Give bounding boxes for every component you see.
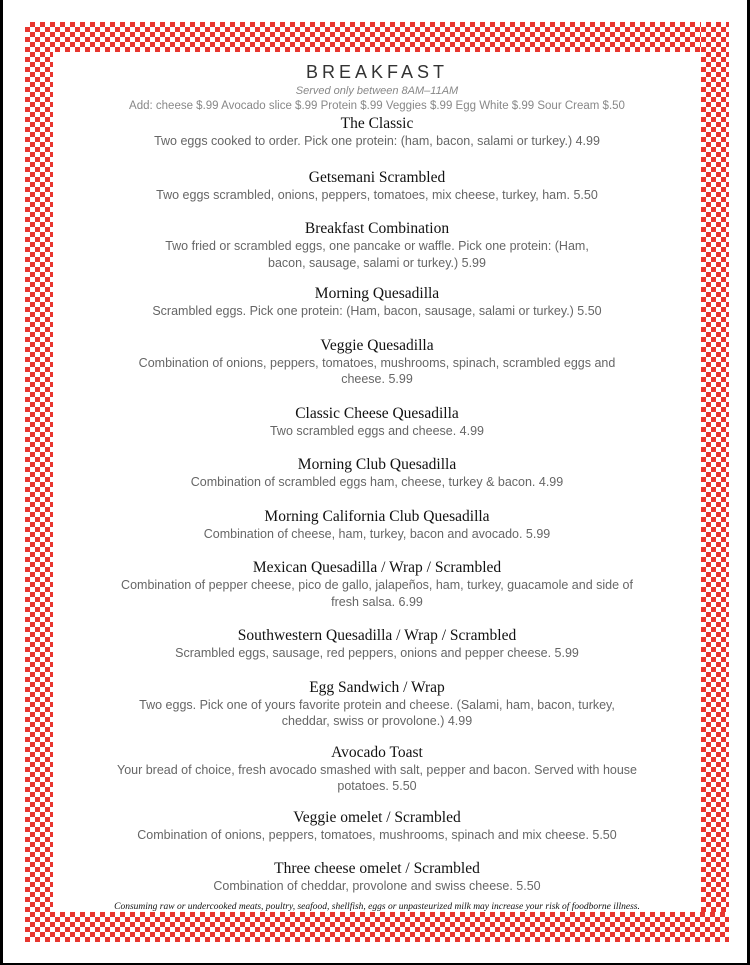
menu-item [55,115,699,150]
item-name: Morning Quesadilla [314,285,440,302]
item-description: Combination of scrambled eggs ham, cheese, turkey & bacon. 4.99 [190,475,564,489]
menu-item [107,744,647,795]
item-name: Three cheese omelet / Scrambled [274,860,480,877]
addons-line: Add: cheese $.99 Avocado slice $.99 Protein $.99 Veggies $.99 Egg White $.99 Sour Cream $.50 [129,100,625,112]
checkered-border-left [25,22,53,942]
item-name: Morning Club Quesadilla [297,456,457,473]
item-name: Veggie Quesadilla [320,336,434,354]
item-description: Two eggs cooked to order. Pick one protein: (ham, bacon, salami or turkey.) 4.99 [154,134,600,148]
menu-item [55,860,699,895]
menu-page [3,0,747,963]
item-description: Two eggs scrambled, onions, peppers, tomatoes, mix cheese, turkey, ham. 5.50 [156,187,598,202]
menu-item [55,809,699,844]
menu-item [55,285,699,320]
item-name: Breakfast Combination [304,220,450,237]
checkered-border-right [701,22,729,942]
served-hours: Served only between 8AM–11AM [295,85,459,97]
item-description: Combination of onions, peppers, tomatoes, mushrooms, spinach and mix cheese. 5.50 [137,827,617,842]
menu-item [112,337,642,388]
item-description: Scrambled eggs. Pick one protein: (Ham, bacon, sausage, salami or turkey.) 5.50 [152,304,602,318]
item-description: Combination of pepper cheese, pico de gallo, jalapeños, ham, turkey, guacamole and side of fresh salsa. 6.99 [121,578,633,609]
item-name: Egg Sandwich / Wrap [309,678,445,696]
food-safety-disclaimer: Consuming raw or undercooked meats, poultry, seafood, shellfish, eggs or unpasteurized milk may increase your risk of foodborne illness. [114,902,640,912]
item-name: Getsemani Scrambled [308,168,446,186]
item-name: The Classic [340,115,414,132]
item-name: Avocado Toast [331,743,423,761]
menu-item [55,627,699,662]
menu-item [97,559,657,610]
menu-item [142,220,612,271]
menu-item [55,456,699,491]
menu-item [55,508,699,543]
menu-content [55,52,699,912]
item-name: Southwestern Quesadilla / Wrap / Scrambled [237,627,517,644]
item-name: Veggie omelet / Scrambled [293,808,461,826]
menu-item [55,169,699,204]
menu-item [112,679,642,730]
item-description: Two fried or scrambled eggs, one pancake or waffle. Pick one protein: (Ham, bacon, sausage, salami or turkey.) 5.99 [165,239,589,270]
item-name: Mexican Quesadilla / Wrap / Scrambled [252,559,502,576]
item-description: Two eggs. Pick one of yours favorite protein and cheese. (Salami, ham, bacon, turkey, cheddar, swiss or provolone.) 4.99 [139,697,615,728]
menu-title: BREAKFAST [305,62,449,82]
item-description: Scrambled eggs, sausage, red peppers, onions and pepper cheese. 5.99 [175,646,579,660]
item-description: Combination of onions, peppers, tomatoes, mushrooms, spinach, scrambled eggs and cheese. 5.99 [138,355,616,386]
item-description: Combination of cheese, ham, turkey, bacon and avocado. 5.99 [203,526,551,541]
item-description: Two scrambled eggs and cheese. 4.99 [269,423,485,438]
checkered-border-bottom [25,912,729,942]
item-description: Your bread of choice, fresh avocado smashed with salt, pepper and bacon. Served with house potatoes. 5.50 [117,762,638,793]
item-name: Classic Cheese Quesadilla [295,404,459,422]
item-description: Combination of cheddar, provolone and swiss cheese. 5.50 [213,879,541,893]
checkered-border-top [25,22,729,52]
menu-item [55,405,699,440]
item-name: Morning California Club Quesadilla [264,507,490,525]
